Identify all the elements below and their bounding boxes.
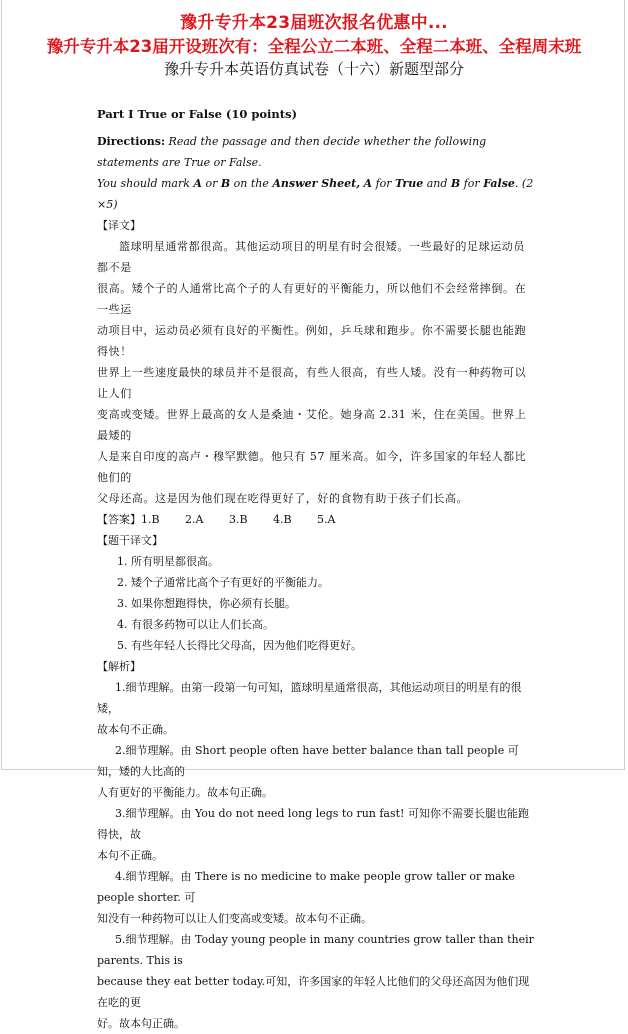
- directions-text-1: Read the passage and then decide whether the following statements are True or False.: [97, 135, 487, 169]
- directions-option-a: A: [363, 177, 373, 190]
- translation-paragraph: [97, 236, 535, 509]
- answer-item: 1.B: [141, 513, 160, 526]
- translation-line: 篮球明星通常都很高。其他运动项目的明星有时会很矮。一些最好的足球运动员都不是: [97, 240, 525, 274]
- analysis-item: [97, 866, 535, 929]
- directions-true: True: [395, 177, 424, 190]
- question-translation-item: 2. 矮个子通常比高个子有更好的平衡能力。: [117, 576, 329, 589]
- analysis-item: [97, 677, 535, 740]
- directions-option-a: A: [193, 177, 202, 190]
- directions-text: for: [460, 177, 484, 190]
- analysis-line: 知没有一种药物可以让人们变高或变矮。故本句不正确。: [97, 912, 372, 925]
- translation-line: 变高或变矮。世界上最高的女人是桑迪・艾伦。她身高 2.31 米，住在美国。世界上最矮的: [97, 408, 527, 442]
- question-translation-item: 5. 有些年轻人长得比父母高，因为他们吃得更好。: [117, 639, 362, 652]
- directions-text: on the: [230, 177, 273, 190]
- answer-key-label: 【答案】: [97, 513, 141, 526]
- translation-line: 世界上一些速度最快的球员并不是很高，有些人很高，有些人矮。没有一种药物可以让人们: [97, 366, 527, 400]
- directions-text: You should mark: [97, 177, 194, 190]
- translation-line: 人是来自印度的高卢・穆罕默德。他只有 57 厘米高。如今，许多国家的年轻人都比他们的: [97, 450, 527, 484]
- translation-line: 很高。矮个子的人通常比高个子的人有更好的平衡能力，所以他们不会经常摔倒。在一些运: [97, 282, 527, 316]
- translation-line: 父母还高。这是因为他们现在吃得更好了，好的食物有助于孩子们长高。: [97, 492, 469, 505]
- analysis-line: 好。故本句正确。: [97, 1017, 185, 1030]
- directions: [97, 131, 535, 215]
- answer-item: 5.A: [317, 513, 336, 526]
- directions-option-b: B: [450, 177, 461, 190]
- analysis-line: 3.细节理解。由 You do not need long legs to run fast! 可知你不需要长腿也能跑得快，故: [97, 807, 529, 841]
- part-title: Part I True or False (10 points): [97, 107, 298, 121]
- directions-false: False: [483, 177, 515, 190]
- directions-score: . (2 ×5): [97, 177, 534, 211]
- translation-heading: 【译文】: [97, 219, 141, 232]
- answer-item: 3.B: [229, 513, 248, 526]
- analysis-item: [97, 803, 535, 866]
- analysis-line: 4.细节理解。由 There is no medicine to make people grow taller or make people shorter. 可: [97, 870, 515, 904]
- promo-banner-line-1: 豫升专升本23届班次报名优惠中...: [180, 13, 448, 33]
- analysis-line: 5.细节理解。由 Today young people in many countries grow taller than their parents. This is: [97, 933, 534, 967]
- analysis-line: 本句不正确。: [97, 849, 163, 862]
- translation-line: 动项目中，运动员必须有良好的平衡性。例如，乒乓球和跑步。你不需要长腿也能跑得快！: [97, 324, 527, 358]
- answer-key: [97, 509, 535, 530]
- directions-text: and: [423, 177, 451, 190]
- directions-option-b: B: [220, 177, 231, 190]
- analysis-line: 人有更好的平衡能力。故本句正确。: [97, 786, 273, 799]
- directions-line-1: [97, 131, 535, 173]
- promo-banner-line-2: 豫升专升本23届开设班次有：全程公立二本班、全程二本班、全程周末班: [46, 37, 582, 56]
- analysis-line: because they eat better today.可知，许多国家的年轻人比他们的父母还高因为他们现在吃的更: [97, 975, 530, 1009]
- directions-line-2: [97, 173, 535, 215]
- answer-item: 4.B: [273, 513, 292, 526]
- analysis-line: 1.细节理解。由第一段第一句可知，篮球明星通常很高，其他运动项目的明星有的很矮，: [97, 681, 522, 715]
- question-translation-heading: 【题干译文】: [97, 534, 163, 547]
- directions-answer-sheet: Answer Sheet,: [272, 177, 361, 190]
- question-translation-item: 4. 有很多药物可以让人们长高。: [117, 618, 274, 631]
- question-translation-item: 3. 如果你想跑得快，你必须有长腿。: [117, 597, 296, 610]
- analysis-heading: 【解析】: [97, 660, 141, 673]
- analysis-line: 2.细节理解。由 Short people often have better balance than tall people 可知，矮的人比高的: [97, 744, 519, 778]
- question-translation-item: 1. 所有明星都很高。: [117, 555, 219, 568]
- analysis-item: [97, 929, 535, 1034]
- document-title: 豫升专升本英语仿真试卷（十六）新题型部分: [163, 60, 464, 78]
- document-body: [97, 104, 535, 1034]
- analysis-line: 故本句不正确。: [97, 723, 174, 736]
- directions-text: or: [201, 177, 221, 190]
- directions-label: Directions:: [97, 135, 166, 148]
- directions-text: for: [372, 177, 396, 190]
- answer-item: 2.A: [185, 513, 204, 526]
